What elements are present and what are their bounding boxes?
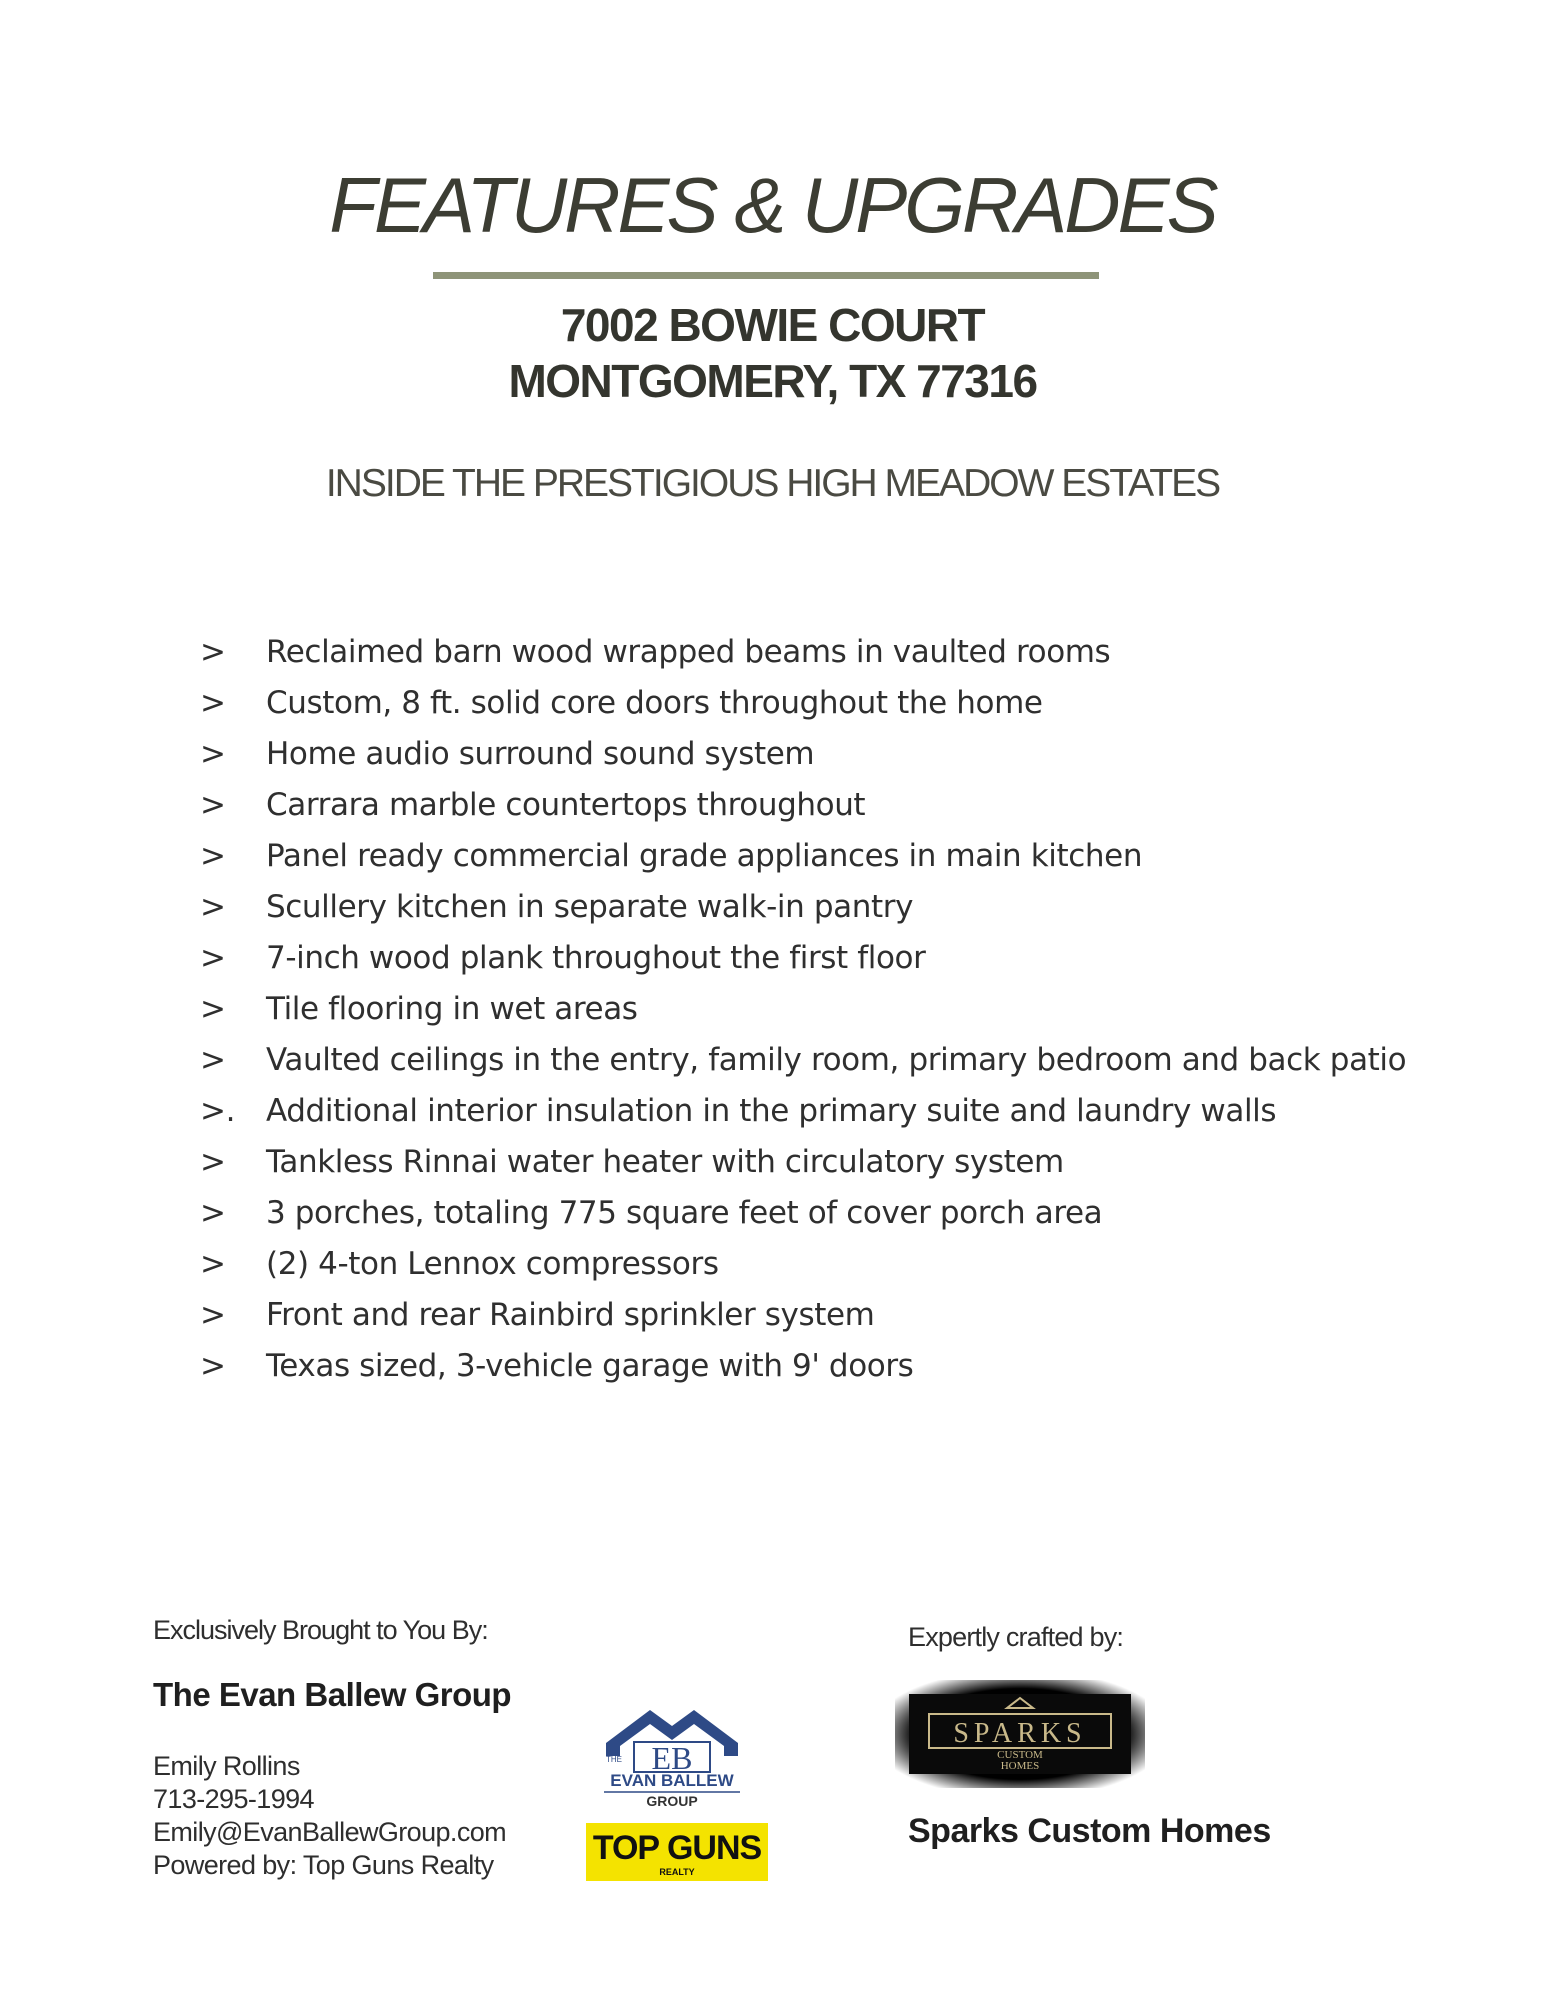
bullet-marker: > xyxy=(200,735,226,772)
neighborhood-subtitle: INSIDE THE PRESTIGIOUS HIGH MEADOW ESTATES xyxy=(325,462,1220,505)
feature-text: Tankless Rinnai water heater with circulatory system xyxy=(266,1143,1064,1180)
feature-item xyxy=(200,1238,1406,1289)
group-name: The Evan Ballew Group xyxy=(153,1676,512,1713)
logo-custom-text: CUSTOM xyxy=(997,1749,1043,1761)
builder-name: Sparks Custom Homes xyxy=(908,1812,1271,1850)
feature-item xyxy=(200,1340,1406,1391)
bullet-marker: > xyxy=(200,990,226,1027)
title-divider xyxy=(433,272,1099,279)
feature-text: Custom, 8 ft. solid core doors throughout the home xyxy=(266,684,1043,721)
feature-text: Tile flooring in wet areas xyxy=(266,990,638,1027)
feature-item xyxy=(200,677,1406,728)
feature-text: Carrara marble countertops throughout xyxy=(266,786,866,823)
agent-contact-block xyxy=(153,1615,511,1882)
bullet-marker: > xyxy=(200,633,226,670)
feature-item xyxy=(200,1085,1406,1136)
feature-item xyxy=(200,1034,1406,1085)
agent-name: Emily Rollins xyxy=(153,1751,300,1781)
logo-initials: EB xyxy=(651,1740,693,1776)
features-list xyxy=(200,626,1406,1391)
sparks-custom-homes-logo xyxy=(895,1680,1145,1788)
bullet-marker: > xyxy=(200,1041,226,1078)
feature-text: Vaulted ceilings in the entry, family room, primary bedroom and back patio xyxy=(266,1041,1407,1078)
builder-block xyxy=(908,1622,1123,1653)
feature-text: Panel ready commercial grade appliances in main kitchen xyxy=(266,837,1143,874)
agent-email: Emily@EvanBallewGroup.com xyxy=(153,1817,507,1847)
crafted-by-label: Expertly crafted by: xyxy=(908,1622,1124,1652)
contact-details xyxy=(153,1750,511,1882)
feature-text: Reclaimed barn wood wrapped beams in vaulted rooms xyxy=(266,633,1111,670)
address-line-2: MONTGOMERY, TX 77316 xyxy=(508,355,1037,407)
feature-text: Front and rear Rainbird sprinkler system xyxy=(266,1296,875,1333)
top-guns-realty-logo xyxy=(586,1823,768,1881)
bullet-marker: > xyxy=(200,1347,226,1384)
feature-text: Texas sized, 3-vehicle garage with 9' doors xyxy=(266,1347,914,1384)
feature-text: Scullery kitchen in separate walk-in pantry xyxy=(266,888,914,925)
feature-text: Additional interior insulation in the primary suite and laundry walls xyxy=(266,1092,1277,1129)
brought-by-label: Exclusively Brought to You By: xyxy=(153,1615,488,1645)
logo-realty-text: REALTY xyxy=(659,1867,695,1877)
feature-item xyxy=(200,626,1406,677)
logo-sparks-text: SPARKS xyxy=(953,1718,1087,1749)
bullet-marker: > xyxy=(200,1194,226,1231)
evan-ballew-group-logo xyxy=(592,1698,752,1808)
feature-item xyxy=(200,728,1406,779)
feature-text: Home audio surround sound system xyxy=(266,735,815,772)
feature-item xyxy=(200,983,1406,1034)
bullet-marker: >. xyxy=(200,1092,236,1129)
logo-name: EVAN BALLEW xyxy=(610,1771,734,1790)
feature-text: 7-inch wood plank throughout the first floor xyxy=(266,939,926,976)
bullet-marker: > xyxy=(200,786,226,823)
feature-text: 3 porches, totaling 775 square feet of cover porch area xyxy=(266,1194,1103,1231)
feature-item xyxy=(200,881,1406,932)
feature-item xyxy=(200,932,1406,983)
bullet-marker: > xyxy=(200,684,226,721)
bullet-marker: > xyxy=(200,888,226,925)
brokerage-line: Powered by: Top Guns Realty xyxy=(153,1850,494,1880)
feature-item xyxy=(200,1187,1406,1238)
feature-item xyxy=(200,1136,1406,1187)
feature-item xyxy=(200,779,1406,830)
bullet-marker: > xyxy=(200,939,226,976)
bullet-marker: > xyxy=(200,837,226,874)
page-title: FEATURES & UPGRADES xyxy=(329,161,1216,249)
logo-the: THE xyxy=(606,1755,622,1764)
address-line-1: 7002 BOWIE COURT xyxy=(560,299,985,351)
logo-top-guns-text: TOP GUNS xyxy=(592,1829,762,1867)
bullet-marker: > xyxy=(200,1245,226,1282)
bullet-marker: > xyxy=(200,1296,226,1333)
property-address xyxy=(0,297,1545,409)
logo-homes-text: HOMES xyxy=(1000,1760,1040,1772)
bullet-marker: > xyxy=(200,1143,226,1180)
agent-phone: 713-295-1994 xyxy=(153,1784,314,1814)
feature-item xyxy=(200,1289,1406,1340)
feature-text: (2) 4-ton Lennox compressors xyxy=(266,1245,719,1282)
logo-group: GROUP xyxy=(646,1793,698,1808)
feature-item xyxy=(200,830,1406,881)
